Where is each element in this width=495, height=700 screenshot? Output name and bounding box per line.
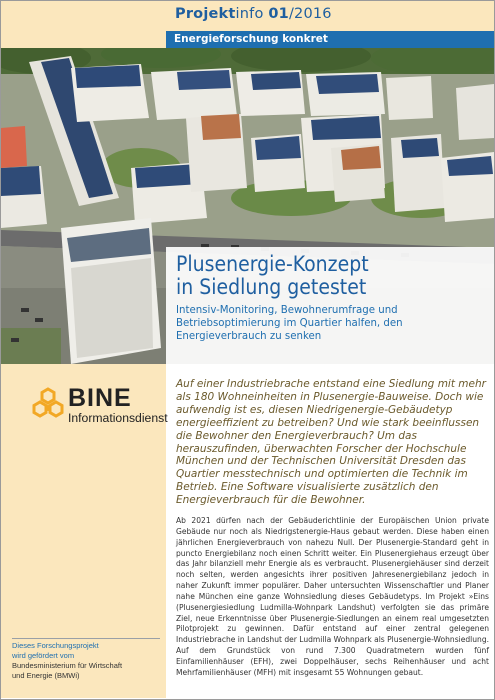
issue-year: 2016 [294, 6, 332, 22]
lead-text: Intensiv-Monitoring, Bewohnerumfrage und Betriebsoptimierung im Quartier halfen, den Energieverbrauch zu senken [176, 305, 403, 342]
subtitle-bar [166, 31, 494, 48]
funding-line-4: und Energie (BMWi) [12, 671, 80, 680]
issue-number: 01 [268, 6, 289, 22]
title-line-1: Plusenergie-Konzept [176, 252, 369, 276]
series-rest: info [235, 6, 264, 22]
series-label: Projektinfo 01/2016 [175, 6, 332, 22]
logo-name: BINE [68, 384, 132, 412]
funding-note [12, 641, 162, 681]
bine-logo-icon [30, 386, 66, 426]
bine-logo-text [68, 386, 168, 425]
series-bold: Projekt [175, 6, 236, 22]
logo-subtitle: Informationsdienst [68, 411, 168, 425]
subtitle-text: Energieforschung konkret [174, 33, 328, 45]
body-text: Ab 2021 dürfen nach der Gebäuderichtlinie der Europäischen Union private Gebäude nur noch als Niedrigstenergie-Haus gebaut werden. Diese haben einen jährlichen Energieverbrauch von nahezu Null. Der Plusenergie-Standard geht in puncto Energiebilanz noch einen Schritt weiter. Ein Plusenergiehaus erzeugt über das Jahr bilanziell mehr Energie als es verbraucht. Plusenergiehäuser sind derzeit noch selten, werden angesichts ihrer positiven Jahresenergiebilanz jedoch in naher Zukunft immer populärer. Daher untersuchten Wissenschaftler und Planer nahe München eine ganze Wohnsiedlung dieses Gebäudetyps. Im Projekt »Eins (Plusenergiesiedlung Ludmilla-Wohnpark Landshut) verfolgten sie das primäre Ziel, neue Erkenntnisse über Plusenergie-Siedlungen an einem real umgesetzten Pilotprojekt zu gewinnen. Dafür entstand auf einer zentral gelegenen Industriebrache in Landshut der Ludmilla Wohnpark als Plusenergie-Wohnsiedlung. Auf dem Grundstück von rund 7.300 Quadratmetern wurden fünf Einfamilienhäuser (EFH), zwei Doppelhäuser, sechs Reihenhäuser und acht Mehrfamilienhäuser (MFH) mit insgesamt 55 Wohnungen gebaut. [176, 516, 490, 677]
title-line-2: in Siedlung getestet [176, 275, 367, 299]
funding-line-3: Bundesministerium für Wirtschaft [12, 661, 123, 670]
intro-text: Auf einer Industriebrache entstand eine Siedlung mit mehr als 180 Wohneinheiten in Plusenergie-Bauweise. Doch wie aufwendig ist es, diesen Niedrigenergie-Gebäudetyp energieeffizient zu betreiben? Und wie stark beeinflussen die Bewohner den Energieverbrauch? Um das herauszufinden, überwachten Forscher der Hochschule München und der Technischen Universität Dresden das Quartier messtechnisch und optimierten die Technik im Betrieb. Eine Software visualisierte zusätzlich den Energieverbrauch für die Bewohner. [176, 378, 486, 507]
funding-line-2: wird gefördert vom [12, 651, 75, 660]
page-title [176, 253, 369, 299]
funding-divider [12, 638, 160, 639]
funding-line-1: Dieses Forschungsprojekt [12, 641, 99, 650]
